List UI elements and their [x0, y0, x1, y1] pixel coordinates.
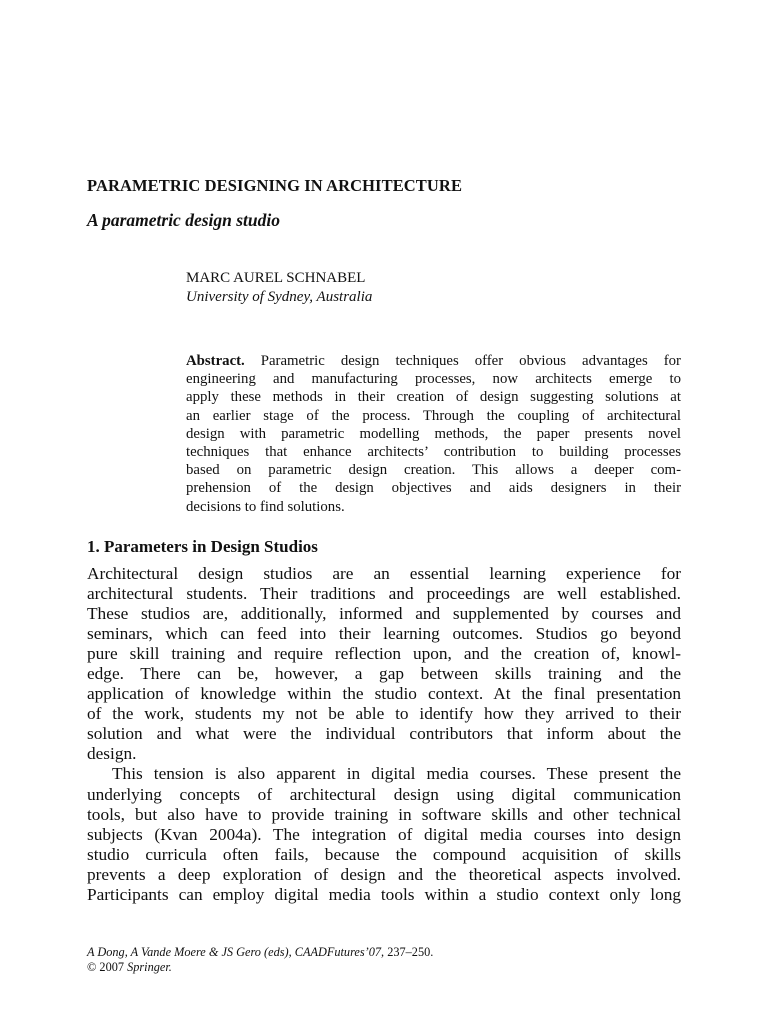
abstract-line: engineering and manufacturing processes, now architects emerge to — [186, 371, 681, 388]
author-affiliation: University of Sydney, Australia — [186, 289, 373, 305]
body-line: application of knowledge within the studio context. At the final presentation — [87, 684, 681, 704]
body-line: studio curricula often fails, because the compound acquisition of skills — [87, 844, 681, 864]
citation-pages: 237–250. — [387, 945, 434, 959]
body-line: underlying concepts of architectural design using digital communication — [87, 784, 681, 804]
abstract-line: apply these methods in their creation of design suggesting solutions at — [186, 389, 681, 406]
body-line: architectural students. Their traditions and proceedings are well established. — [87, 584, 681, 604]
copyright-publisher: Springer. — [127, 960, 172, 974]
citation-editors: A Dong, A Vande Moere & JS Gero (eds), CAADFutures’07, — [87, 945, 388, 959]
body-line: Architectural design studios are an essential learning experience for — [87, 564, 681, 583]
body-line: design. — [87, 744, 137, 764]
footer-citation — [87, 945, 433, 960]
paper-subtitle: A parametric design studio — [87, 210, 281, 230]
author-name: MARC AUREL SCHNABEL — [186, 270, 366, 286]
body-line: Participants can employ digital media tools within a studio context only long — [87, 884, 681, 904]
abstract-line: techniques that enhance architects’ contribution to building processes — [186, 443, 681, 460]
body-line: This tension is also apparent in digital media courses. These present the — [112, 764, 681, 784]
abstract-line: design with parametric modelling methods, the paper presents novel — [186, 425, 681, 442]
abstract-line: based on parametric design creation. This allows a deeper com- — [186, 462, 681, 479]
footer-copyright — [87, 960, 172, 975]
paper-title: PARAMETRIC DESIGNING IN ARCHITECTURE — [87, 176, 463, 195]
abstract-label: Abstract. — [186, 353, 245, 369]
body-line: seminars, which can feed into their learning outcomes. Studios go beyond — [87, 624, 681, 644]
section-heading: 1. Parameters in Design Studios — [87, 537, 318, 556]
body-line: solution and what were the individual contributors that inform about the — [87, 724, 681, 744]
body-line: prevents a deep exploration of design and the theoretical aspects involved. — [87, 864, 681, 884]
body-line: pure skill training and require reflection upon, and the creation of, knowl- — [87, 644, 681, 664]
abstract-line: an earlier stage of the process. Through the coupling of architectural — [186, 407, 681, 424]
body-line: subjects (Kvan 2004a). The integration of digital media courses into design — [87, 824, 681, 844]
copyright-year: © 2007 — [87, 960, 128, 974]
body-line: These studios are, additionally, informed and supplemented by courses and — [87, 604, 681, 624]
abstract-line: prehension of the design objectives and aids designers in their — [186, 480, 681, 497]
body-line: edge. There can be, however, a gap between skills training and the — [87, 664, 681, 684]
abstract-line: Abstract. Parametric design techniques offer obvious advantages for — [186, 353, 681, 369]
body-line: of the work, students my not be able to identify how they arrived to their — [87, 704, 681, 724]
section-body — [87, 564, 681, 905]
abstract-line: decisions to find solutions. — [186, 498, 345, 515]
abstract — [186, 352, 681, 516]
body-line: tools, but also have to provide training in software skills and other technical — [87, 804, 681, 824]
